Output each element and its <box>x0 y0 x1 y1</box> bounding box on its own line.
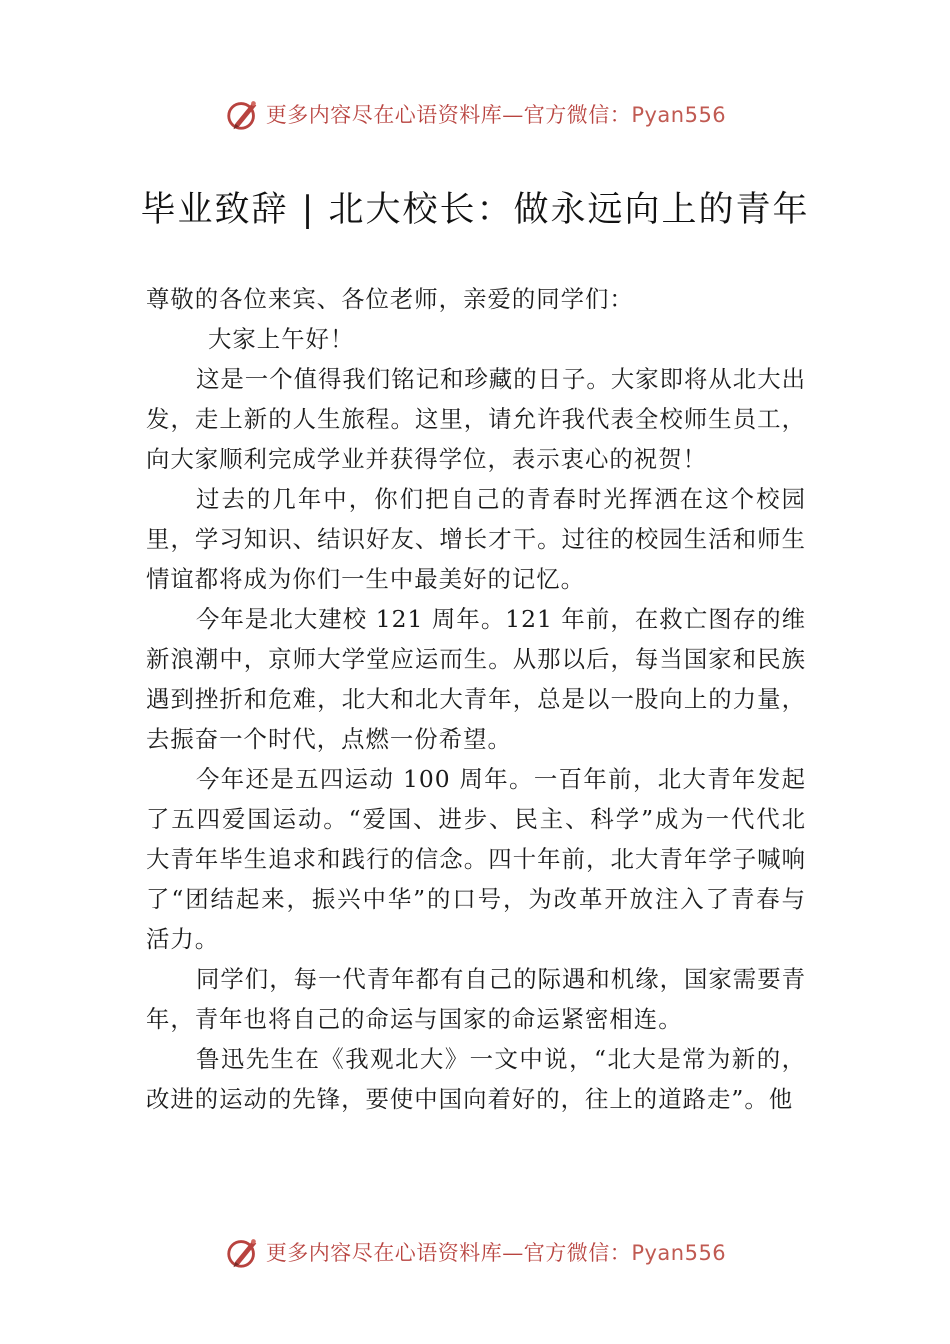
wechat-id: Pyan556 <box>631 1241 727 1265</box>
paragraph-6: 鲁迅先生在《我观北大》一文中说，“北大是常为新的，改进的运动的先锋，要使中国向着好的，往上的道路走”。他 <box>146 1045 806 1113</box>
paragraph-1: 这是一个值得我们铭记和珍藏的日子。大家即将从北大出发，走上新的人生旅程。这里，请允许我代表全校师生员工，向大家顺利完成学业并获得学位，表示衷心的祝贺！ <box>146 365 806 473</box>
document-body <box>146 279 806 1119</box>
banner-text: 更多内容尽在心语资料库—官方微信：Pyan556 <box>265 1241 727 1265</box>
paragraph-4: 今年还是五四运动 100 周年。一百年前，北大青年发起了五四爱国运动。“爱国、进步、民主、科学”成为一代代北大青年毕生追求和践行的信念。四十年前，北大青年学子喊响了“团结起来，振兴中华”的口号，为改革开放注入了青春与活力。 <box>146 765 806 953</box>
greeting: 大家上午好！ <box>208 325 355 353</box>
wechat-id: Pyan556 <box>631 103 727 127</box>
pen-logo-icon <box>224 1233 262 1271</box>
paragraph-3: 今年是北大建校 121 周年。121 年前，在救亡图存的维新浪潮中，京师大学堂应运而生。从那以后，每当国家和民族遇到挫折和危难，北大和北大青年，总是以一股向上的力量，去振奋一个时代，点燃一份希望。 <box>146 605 806 753</box>
salutation: 尊敬的各位来宾、各位老师，亲爱的同学们： <box>146 285 634 313</box>
paragraph-2: 过去的几年中，你们把自己的青春时光挥洒在这个校园里，学习知识、结识好友、增长才干。过往的校园生活和师生情谊都将成为你们一生中最美好的记忆。 <box>146 485 806 593</box>
footer-banner <box>0 1230 950 1274</box>
paragraph-5: 同学们，每一代青年都有自己的际遇和机缘，国家需要青年，青年也将自己的命运与国家的命运紧密相连。 <box>146 965 806 1033</box>
pen-logo-icon <box>224 95 262 133</box>
page-title: 毕业致辞 | 北大校长：做永远向上的青年 <box>140 190 810 230</box>
banner-text: 更多内容尽在心语资料库—官方微信：Pyan556 <box>265 103 727 127</box>
header-banner <box>0 92 950 136</box>
